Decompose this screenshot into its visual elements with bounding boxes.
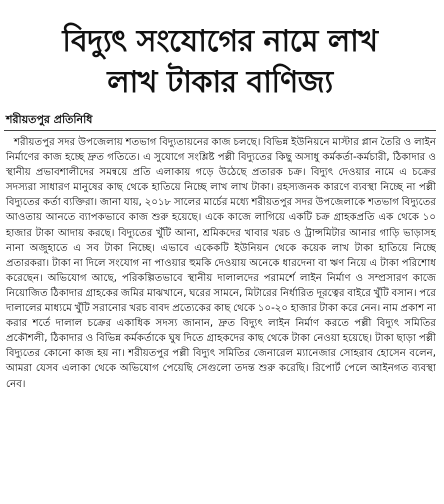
byline: শরীয়তপুর প্রতিনিধি [6, 113, 93, 126]
divider [4, 130, 436, 131]
headline [4, 0, 436, 104]
article-body: শরীয়তপুর সদর উপজেলায় শতভাগ বিদ্যুতায়নের কাজ চলছে। বিভিন্ন ইউনিয়নে মাস্টার প্লান তৈরি ও লাইন নির্মাণের কাজ হচ্ছে দ্রুত গতিতে। এ সুযোগে সংশ্লিষ্ট পল্লী বিদ্যুতের কিছু অসাধু কর্মকর্তা-কর্মচারী, ঠিকাদার ও স্থানীয় প্রভাবশালীদের সমন্বয়ে প্রতি এলাকায় গড়ে উঠেছে প্রতারক চক্র। বিদ্যুৎ দেওয়ার নামে এ চক্রের সদস্যরা সাধারণ মানুষের কাছ থেকে হাতিয়ে নিচ্ছে লাখ লাখ টাকা। রহস্যজনক কারণে ব্যবস্থা নিচ্ছে না পল্লী বিদ্যুতের কর্তা ব্যক্তিরা। জানা যায়, ২০১৮ সালের মার্চের মধ্যে শরীয়তপুর সদর উপজেলাকে শতভাগ বিদ্যুতের আওতায় আনতে ব্যাপকভাবে কাজ শুরু হয়েছে। একে কাজে লাগিয়ে একটি চক্র গ্রাহকপ্রতি এক থেকে ১০ হাজার টাকা আদায় করছে। বিদ্যুতের খুঁটি আনা, শ্রমিকদের খাবার খরচ ও ট্রান্সমিটার আনার গাড়ি ভাড়াসহ নানা অজুহাতে এ সব টাকা নিচ্ছে। এভাবে একেকটি ইউনিয়ন থেকে কয়েক লাখ টাকা হাতিয়ে নিচ্ছে প্রতারকরা। টাকা না দিলে সংযোগ না পাওয়ার হুমকি দেওয়ায় অনেকে ধারদেনা বা ঋণ নিয়ে এ টাকা পরিশোধ করেছেন। অভিযোগ আছে, পরিকল্পিতভাবে স্থানীয় দালালদের পরামর্শে লাইন নির্মাণ ও সম্প্রসারণ কাজে নিয়োজিত ঠিকাদার গ্রাহকের জমির মাঝখানে, ঘরের সামনে, মিটারের নির্ধারিত দূরত্বের বাইরে খুঁটি বসান। পরে দালালের মাধ্যমে খুঁটি সরানোর খরচ বাবদ প্রত্যেকের কাছ থেকে ১০-২০ হাজার টাকা করে নেন। নাম প্রকাশ না করার শর্তে দালাল চক্রের একাধিক সদস্য জানান, দ্রুত বিদ্যুৎ লাইন নির্মাণ করতে পল্লী বিদ্যুৎ সমিতির প্রকৌশলী, ঠিকাদার ও বিভিন্ন কর্মকর্তাকে ঘুষ দিতে গ্রাহকদের কাছ থেকে টাকা নেওয়া হয়েছে। টাকা ছাড়া পল্লী বিদ্যুতের কোনো কাজ হয় না। শরীয়তপুর পল্লী বিদ্যুৎ সমিতির জেনারেল ম্যানেজার সোহরাব হোসেন বলেন, আমরা যেসব এলাকা থেকে অভিযোগ পেয়েছি সেগুলো তদন্ত শুরু করেছি। রিপোর্ট পেলে আইনগত ব্যবস্থা নেব। [6, 137, 436, 390]
headline-line-2: লাখ টাকার বাণিজ্য [107, 65, 333, 100]
headline-line-1: বিদ্যুৎ সংযোগের নামে লাখ [62, 24, 378, 59]
